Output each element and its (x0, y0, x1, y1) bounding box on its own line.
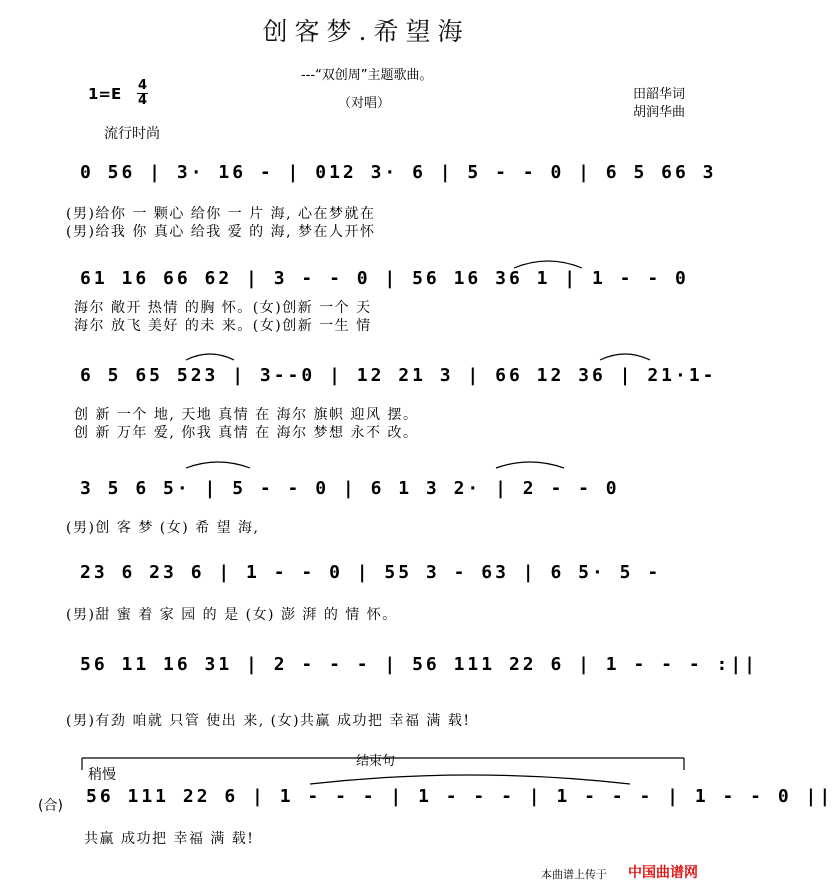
slow-mark: 稍慢 (88, 767, 116, 783)
lyric-line-3a: 创 新 一个 地, 天地 真情 在 海尔 旗帜 迎风 摆。 (74, 407, 419, 423)
tie-arc (514, 261, 582, 268)
notation-line-2: 61 16 66 62 | 3 - - 0 | 56 16 36 1 | 1 - - 0 (80, 268, 689, 289)
lyric-line-6: (男)有劲 咱就 只管 使出 来, (女)共赢 成功把 幸福 满 载! (66, 713, 471, 729)
notation-line-4: 3 5 6 5· | 5 - - 0 | 6 1 3 2· | 2 - - 0 (80, 478, 620, 499)
duet-mark: （对唱） (338, 96, 391, 111)
ending-label: 结束句 (356, 754, 396, 769)
subtitle: ---“双创周”主题歌曲。 (301, 68, 433, 83)
tie-arc (600, 354, 650, 360)
notation-line-6: 56 11 16 31 | 2 - - - | 56 111 22 6 | 1 - - - :|| (80, 654, 759, 675)
lyric-line-5: (男)甜 蜜 着 家 园 的 是 (女) 澎 湃 的 情 怀。 (66, 607, 398, 623)
tie-arc (496, 462, 564, 468)
notation-line-1: 0 56 | 3· 16 - | 012 3· 6 | 5 - - 0 | 6 5 66 3 (80, 162, 717, 183)
song-title: 创客梦.希望海 (262, 17, 470, 46)
lyric-line-1b: (男)给我 你 真心 给我 爱 的 海, 梦在人开怀 (66, 224, 376, 240)
tie-arc (310, 775, 630, 784)
composer: 胡润华曲 (633, 105, 686, 120)
chorus-mark: (合) (38, 798, 63, 814)
tie-arc (186, 354, 234, 360)
tie-arc (186, 462, 250, 468)
notation-line-5: 23 6 23 6 | 1 - - 0 | 55 3 - 63 | 6 5· 5 - (80, 562, 662, 583)
time-top: 4 (137, 78, 148, 93)
notation-line-3: 6 5 65 523 | 3--0 | 12 21 3 | 66 12 36 | 21·1- (80, 365, 717, 386)
lyric-line-2a: 海尔 敞开 热情 的胸 怀。(女)创新 一个 天 (74, 300, 372, 316)
lyric-line-2b: 海尔 放飞 美好 的未 来。(女)创新 一生 情 (74, 318, 372, 334)
lyric-line-3b: 创 新 万年 爱, 你我 真情 在 海尔 梦想 永不 改。 (74, 425, 419, 441)
footer-brand: 中国曲谱网 (628, 865, 698, 881)
notation-line-7: 56 111 22 6 | 1 - - - | 1 - - - | 1 - - - | 1 - - 0 || (86, 786, 833, 807)
lyric-line-1a: (男)给你 一 颗心 给你 一 片 海, 心在梦就在 (66, 206, 376, 222)
footer-text: 本曲谱上传于 (541, 868, 607, 881)
lyricist: 田韶华词 (633, 87, 686, 102)
lyric-line-4: (男)创 客 梦 (女) 希 望 海, (66, 520, 260, 536)
style-mark: 流行时尚 (104, 126, 160, 142)
lyric-line-7: 共赢 成功把 幸福 满 载! (84, 831, 255, 847)
key-signature: 1=E (88, 85, 122, 103)
time-bottom: 4 (137, 93, 148, 108)
